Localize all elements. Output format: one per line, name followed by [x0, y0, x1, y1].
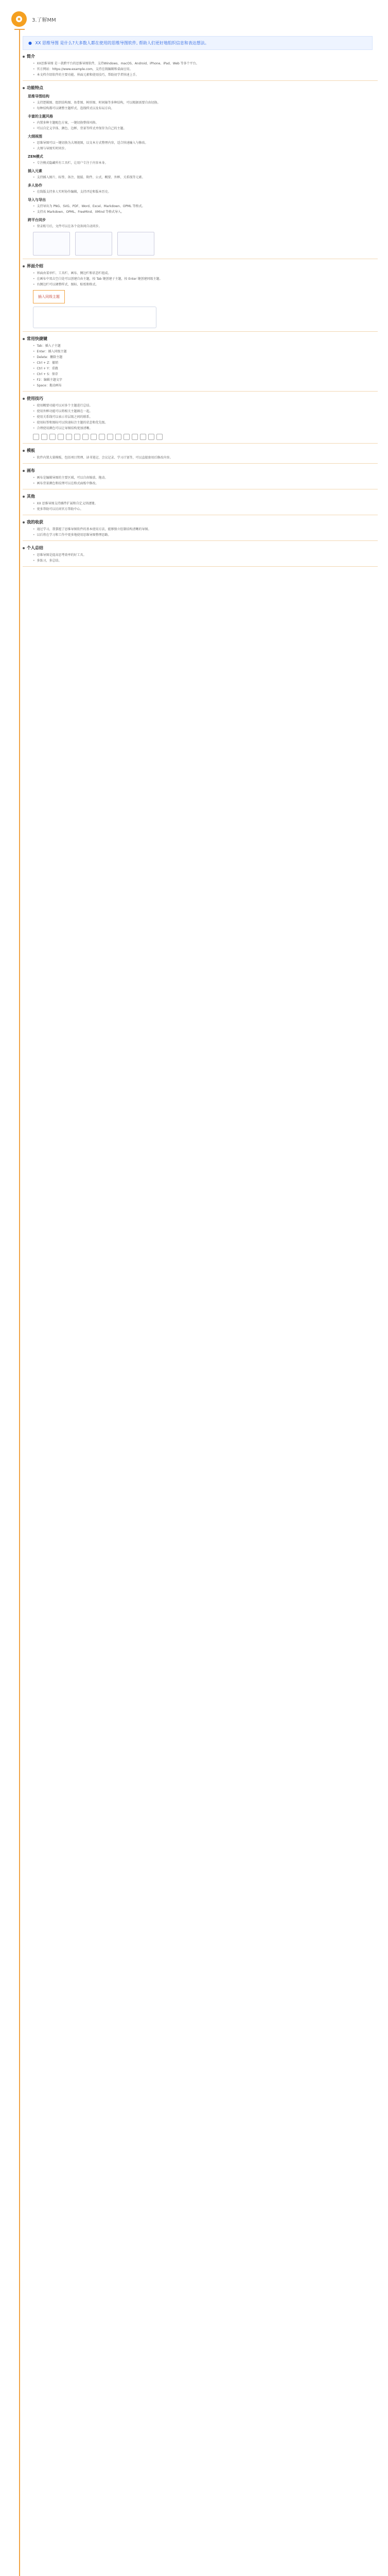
list-item: • 支持导出为 PNG、SVG、PDF、Word、Excel、Markdown、OPML 等格式。 [33, 204, 378, 209]
list-item: • 大纲与导图实时同步。 [33, 146, 378, 151]
subsection-title: 导入与导出 [28, 198, 46, 202]
page-title: 3.了解MM [32, 18, 56, 23]
list-item: • 软件内置大量模板，包括项目管理、读书笔记、会议记录、学习计划等，可以直接套用后修改内容。 [33, 455, 378, 460]
section-title: 其他 [23, 494, 378, 499]
list-item: • 在线版支持多人实时协作编辑，支持评论和版本历史。 [33, 190, 378, 194]
intro-banner [23, 36, 373, 50]
list-item: • 本文档介绍软件的主要功能、界面元素和使用技巧，帮助初学者快速上手。 [33, 73, 378, 77]
divider [23, 391, 378, 392]
section-title: 画布 [23, 468, 378, 473]
list-item: • XX 思维导图支持插件扩展和自定义快捷键。 [33, 501, 378, 506]
subsection-title: 思维导图结构 [28, 94, 49, 98]
toolbar-icon [140, 434, 146, 440]
list-item: • 通过学习，我掌握了思维导图软件的基本使用方法，能够独立绘制结构清晰的导图。 [33, 527, 378, 532]
list-item: • 思维导图是提高思考效率的好工具。 [33, 553, 378, 557]
list-item: • 官方网站：https://www.example.com，支持在线编辑和桌面应用。 [33, 67, 378, 72]
bullet-icon: ● [28, 41, 32, 45]
subsection-title: ZEN模式 [28, 155, 43, 159]
list-item: • 画布背景颜色和纹理可以在格式面板中修改。 [33, 481, 378, 486]
toolbar-icon [74, 434, 80, 440]
toolbar-icon [124, 434, 130, 440]
list-item: • Tab：插入子主题 [33, 344, 378, 348]
list-item: • 界面由菜单栏、工具栏、画布、侧边栏和状态栏组成。 [33, 271, 378, 276]
icon-row [33, 434, 378, 440]
toolbar-icon [132, 434, 138, 440]
list-item: • Ctrl + S：保存 [33, 372, 378, 377]
list-item: • 使用概要功能可以对多个主题进行总结。 [33, 403, 378, 408]
toolbar-icon [82, 434, 89, 440]
list-item: • 在画布中双击空白处可以创建自由主题，按 Tab 键创建子主题，按 Enter 键创建同级主题。 [33, 277, 378, 281]
toolbar-icon [58, 434, 64, 440]
list-item: • 右侧边栏可以调整样式、图标、贴纸和格式。 [33, 282, 378, 287]
screenshot-row [33, 232, 378, 256]
screenshot-thumbnail [75, 232, 112, 256]
subsection-title: 多人协作 [28, 183, 42, 188]
list-item: • XX思维导图 是一款跨平台的思维导图软件，支持Windows、macOS、Android、iPhone、iPad、Web 等多个平台。 [33, 61, 378, 66]
subsection-title: 插入元素 [28, 169, 42, 173]
list-item: • F2：编辑主题文字 [33, 378, 378, 382]
subsection-title: 大纲视图 [28, 134, 42, 139]
branch-line [19, 29, 20, 2576]
list-item: • 每种结构都可以调整主题样式、连线样式以及布局方向。 [33, 106, 378, 111]
subsection-title: 丰富的主题风格 [28, 114, 53, 118]
logo-icon [11, 11, 27, 27]
section-title: 功能特点 [23, 85, 378, 91]
toolbar-icon [41, 434, 47, 440]
toolbar-icon [156, 434, 163, 440]
section-title: 个人总结 [23, 545, 378, 551]
list-item: • 登录账号后，文件可以在各个设备间自动同步。 [33, 224, 378, 229]
list-item: • 使用关系线可以表示非层级之间的联系。 [33, 415, 378, 419]
list-item: • Delete：删除主题 [33, 355, 378, 360]
divider [23, 443, 378, 444]
toolbar-icon [66, 434, 72, 440]
toolbar-icon [115, 434, 121, 440]
list-item: • Space：拖动画布 [33, 383, 378, 388]
section-title: 界面介绍 [23, 263, 378, 269]
list-item: • 更多帮助可以访问官方帮助中心。 [33, 507, 378, 512]
list-item: • 内置多种主题配色方案，一键切换整体风格。 [33, 121, 378, 125]
list-item: • 使用外框功能可以将相关主题圈在一起。 [33, 409, 378, 414]
list-item: • 合理使用颜色可以让导图结构更加清晰。 [33, 426, 378, 431]
toolbar-icon [148, 434, 154, 440]
divider [23, 566, 378, 567]
toolbar-icon [49, 434, 56, 440]
section-title: 模板 [23, 448, 378, 453]
toolbar-icon [91, 434, 97, 440]
list-item: • 使用标签和图标可以快速标注主题的状态和优先级。 [33, 420, 378, 425]
intro-text: XX 思维导图 是什么?大多数人都在使用的思维导图软件, 帮助人们更好地组织信息和表达想法。 [35, 41, 209, 45]
list-item: • 可以自定义字体、颜色、边框、背景等样式并保存为自己的主题。 [33, 126, 378, 131]
section-title: 简介 [23, 54, 378, 59]
ui-panel-screenshot [33, 307, 156, 328]
screenshot-thumbnail [33, 232, 70, 256]
outline-content [23, 49, 378, 570]
list-item: • 支持从 Markdown、OPML、FreeMind、XMind 等格式导入。 [33, 210, 378, 214]
divider [23, 80, 378, 81]
divider [23, 463, 378, 464]
toolbar-icon [33, 434, 39, 440]
list-item: • 思维导图可以一键切换为大纲视图，以文本方式整理内容，适合快速输入与修改。 [33, 141, 378, 145]
list-item: • 以后将在学习和工作中更多地使用思维导图整理思路。 [33, 533, 378, 537]
highlight-label: 插入同级主题 [33, 290, 65, 303]
list-item: • 支持插入图片、标签、备注、链接、附件、公式、概要、外框、关系线等元素。 [33, 175, 378, 180]
toolbar-icon [99, 434, 105, 440]
list-item: • Ctrl + Z：撤销 [33, 361, 378, 365]
list-item: • 专注模式隐藏所有工具栏，让用户专注于内容本身。 [33, 161, 378, 165]
divider [23, 540, 378, 541]
divider [23, 331, 378, 332]
section-title: 常用快捷键 [23, 336, 378, 342]
section-title: 我的收获 [23, 519, 378, 525]
list-item: • 支持逻辑图、组织结构图、鱼骨图、树形图、时间轴等多种结构，可以根据需要自由切换。 [33, 100, 378, 105]
section-title: 使用技巧 [23, 396, 378, 401]
list-item: • Ctrl + Y：重做 [33, 366, 378, 371]
screenshot-thumbnail [117, 232, 154, 256]
list-item: • Enter：插入同级主题 [33, 349, 378, 354]
list-item: • 画布是编辑导图的主要区域，可以自由缩放、拖动。 [33, 476, 378, 480]
list-item: • 多练习，多总结。 [33, 558, 378, 563]
toolbar-icon [107, 434, 113, 440]
subsection-title: 跨平台同步 [28, 218, 46, 222]
